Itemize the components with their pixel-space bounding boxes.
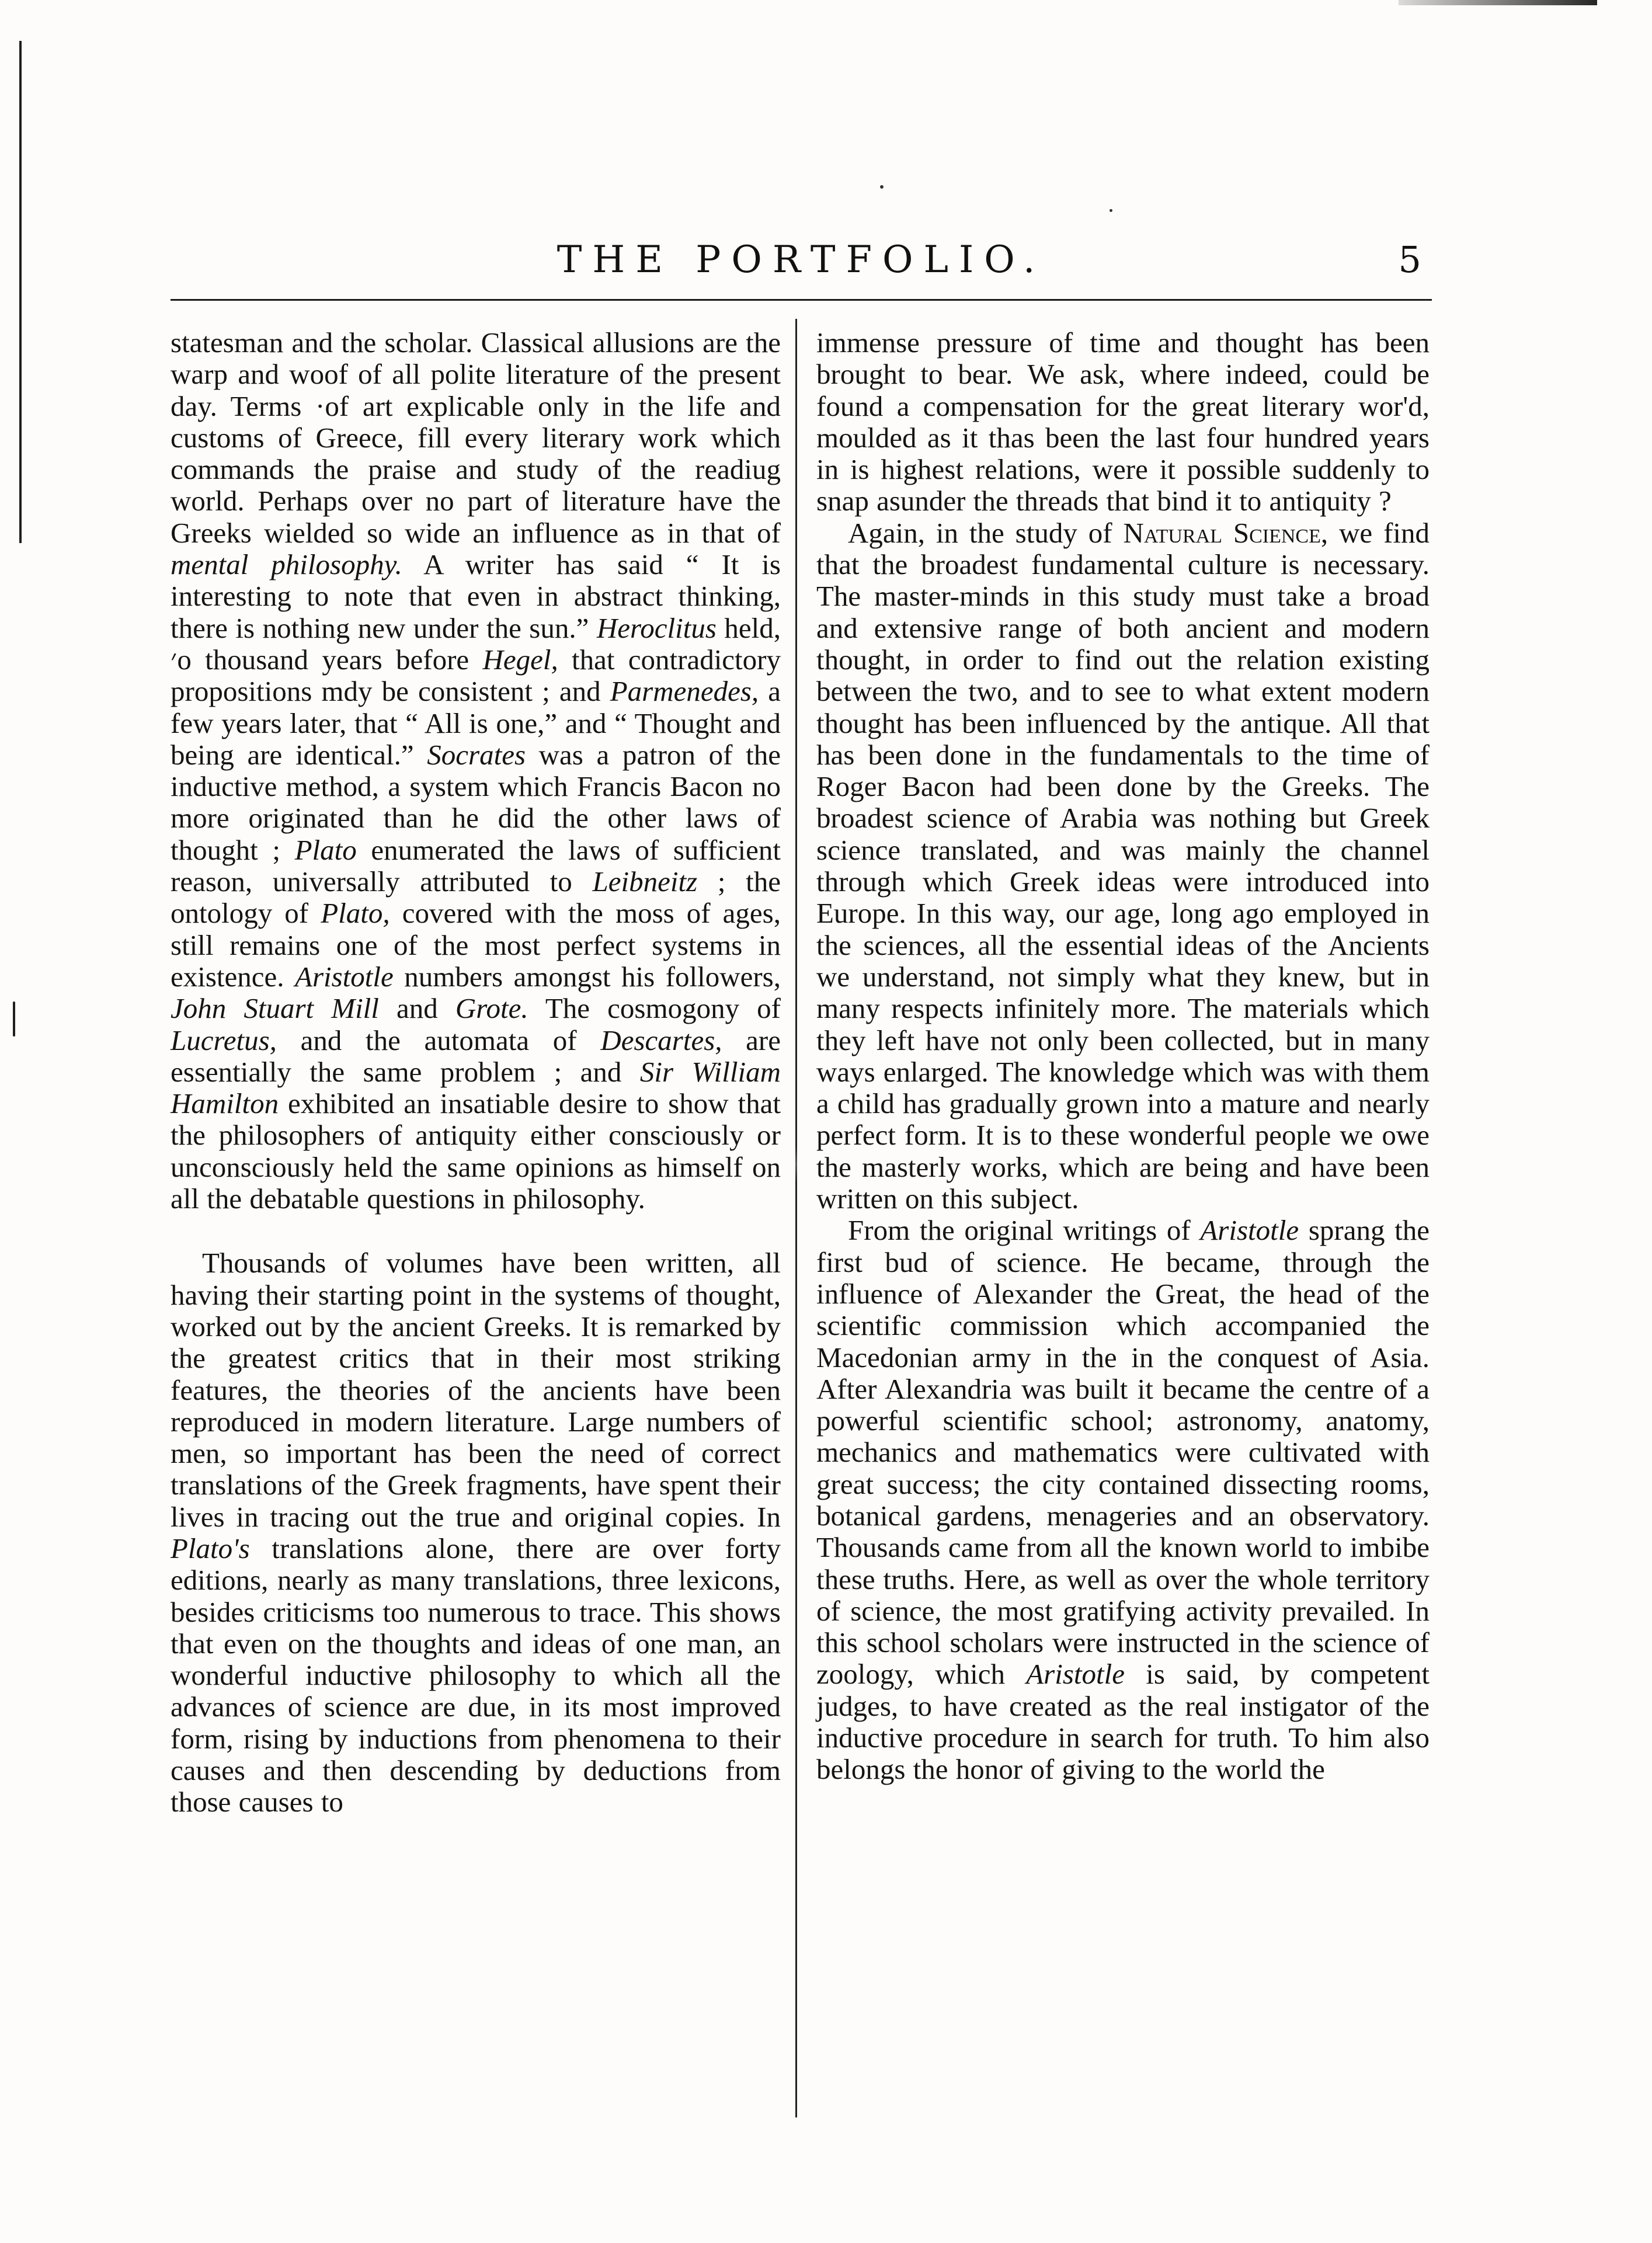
- right-paragraph-1: [816, 327, 1430, 517]
- italic-name: John Stuart Mill: [171, 992, 379, 1025]
- text-run: was a patron of the inductive method, a system which Francis Bacon no more originated than he did the other laws of thought ;: [171, 738, 781, 866]
- text-run: and: [378, 992, 455, 1025]
- italic-name: Aristotle: [295, 960, 394, 993]
- scan-edge-mark: [1399, 0, 1597, 5]
- text-run: Again, in the study of: [848, 516, 1124, 549]
- text-run: a few years later, that “ All is one,” and “ Thought and being are identical.”: [171, 675, 781, 771]
- small-caps-phrase: Natural Science,: [1123, 516, 1328, 549]
- text-run: and the automata of: [276, 1024, 601, 1056]
- left-paragraph-2: [171, 1247, 781, 1818]
- italic-name: Aristotle: [1026, 1658, 1125, 1691]
- print-speck: [880, 185, 884, 189]
- italic-phrase: mental philosophy.: [171, 548, 402, 581]
- text-run: held, ׳o thousand years before: [171, 611, 781, 676]
- text-run: sprang the first bud of science. He became, through the influence of Alexander the Great, the head of the scientific commission which accompanied the Macedonian army in the in the conquest of Asia. After Alexandria was built it became the centre of a powerful scientific school; astronomy, anatomy, mechanics and mathematics were cultivated with great success; the city contained dissecting rooms, botanical gardens, menageries and an observatory. Thousands came from all the known world to imbibe these truths. Here, as well as over the whole territory of science, the most gratifying activity prevailed. In this school scholars were instructed in the science of zoology, which: [816, 1214, 1430, 1691]
- text-run: covered with the moss of ages, still remains one of the most perfect systems in existence.: [171, 897, 781, 993]
- text-run: are essentially the same problem ; and: [171, 1024, 781, 1088]
- italic-name: Sir William Hamilton: [171, 1055, 781, 1120]
- text-run: numbers amongst his followers,: [393, 960, 781, 993]
- running-head: THE PORTFOLIO.: [557, 238, 1046, 281]
- right-paragraph-3: [816, 1215, 1430, 1785]
- italic-name: Plato: [294, 833, 357, 866]
- italic-name: Lucretus,: [171, 1024, 277, 1056]
- text-run: statesman and the scholar. Classical allusions are the warp and woof of all polite literature of the present day. Terms ·of art explicable only in the life and customs of Greece, fill every literary work which commands the praise and study of the readiug world. Perhaps over no part of literature have the Greeks wielded so wide an influence as in that of: [171, 326, 781, 549]
- text-run: enumerated the laws of sufficient reason, universally attributed to: [171, 833, 781, 898]
- text-run: translations alone, there are over forty editions, nearly as many translations, three lexicons, besides criticisms too numerous to trace. This shows that even on the thoughts and ideas of one man, an wonderful inductive philosophy to which all the advances of science are due, in its most improved form, rising by inductions from phenomena to their causes and then descending by deductions from those causes to: [171, 1532, 781, 1818]
- italic-name: Heroclitus: [596, 611, 717, 644]
- italic-name: Descartes,: [600, 1024, 722, 1056]
- text-run: is said, by competent judges, to have created as the real instigator of the inductive procedure in search for truth. To him also belongs the honor of giving to the world the: [816, 1658, 1430, 1786]
- text-run: that contradictory propositions mdy be consistent ; and: [171, 643, 781, 708]
- binding-edge-line: [19, 41, 22, 543]
- italic-name: Parmenedes,: [610, 675, 759, 708]
- print-speck: [1110, 209, 1112, 212]
- text-run: A writer has said “ It is interesting to note that even in abstract thinking, there is nothing new under the sun.”: [171, 548, 781, 644]
- text-run: From the original writings of: [848, 1214, 1201, 1247]
- binding-edge-tick: [13, 1001, 15, 1037]
- text-run: ; the ontology of: [171, 865, 781, 930]
- text-run: immense pressure of time and thought has been brought to bear. We ask, where indeed, could be found a compensation for the great literary wor'd, moulded as it thas been the last four hundred years in is highest relations, were it possible suddenly to snap asunder the threads that bind it to antiquity ?: [816, 326, 1430, 517]
- text-run: we find that the broadest fundamental culture is necessary. The master-minds in this study must take a broad and extensive range of both ancient and modern thought, in order to find out the relation existing between the two, and to see to what extent modern thought has been influenced by the antique. All that has been done in the fundamentals to the time of Roger Bacon had been done by the Greeks. The broadest science of Arabia was nothing but Greek science translated, and was mainly the channel through which Greek ideas were introduced into Europe. In this way, our age, long ago employed in the sciences, all the essential ideas of the Ancients we understand, not simply what they knew, but in many respects infinitely more. The materials which they left have not only been collected, but in many ways enlarged. The knowledge which was with them a child has gradually grown into a mature and nearly perfect form. It is to these wonderful people we owe the masterly works, which are being and have been written on this subject.: [816, 516, 1430, 1215]
- left-column: [171, 327, 781, 1818]
- italic-name: Grote.: [455, 992, 528, 1025]
- page-header: [171, 237, 1432, 295]
- italic-name: Hegel,: [482, 643, 558, 676]
- header-rule: [171, 299, 1432, 301]
- column-divider: [795, 319, 797, 2117]
- text-run: The cosmogony of: [528, 992, 781, 1025]
- italic-name: Plato,: [321, 897, 390, 930]
- italic-name: Aristotle: [1200, 1214, 1299, 1247]
- right-paragraph-2: [816, 517, 1430, 1215]
- text-run: Thousands of volumes have been written, all having their starting point in the systems of thought, worked out by the ancient Greeks. It is remarked by the greatest critics that in their most striking features, the theories of the ancients have been reproduced in modern literature. Large numbers of men, so important has been the need of correct translations of the Greek fragments, have spent their lives in tracing out the true and original copies. In: [171, 1247, 781, 1533]
- left-paragraph-1: [171, 327, 781, 1215]
- italic-name: Socrates: [427, 738, 526, 771]
- page-number: 5: [1398, 238, 1421, 281]
- right-column: [816, 327, 1430, 1786]
- italic-name: Plato's: [171, 1532, 250, 1564]
- text-run: exhibited an insatiable desire to show that the philosophers of antiquity either consciously or unconsciously held the same opinions as himself on all the debatable questions in philosophy.: [171, 1087, 781, 1215]
- italic-name: Leibneitz: [592, 865, 698, 898]
